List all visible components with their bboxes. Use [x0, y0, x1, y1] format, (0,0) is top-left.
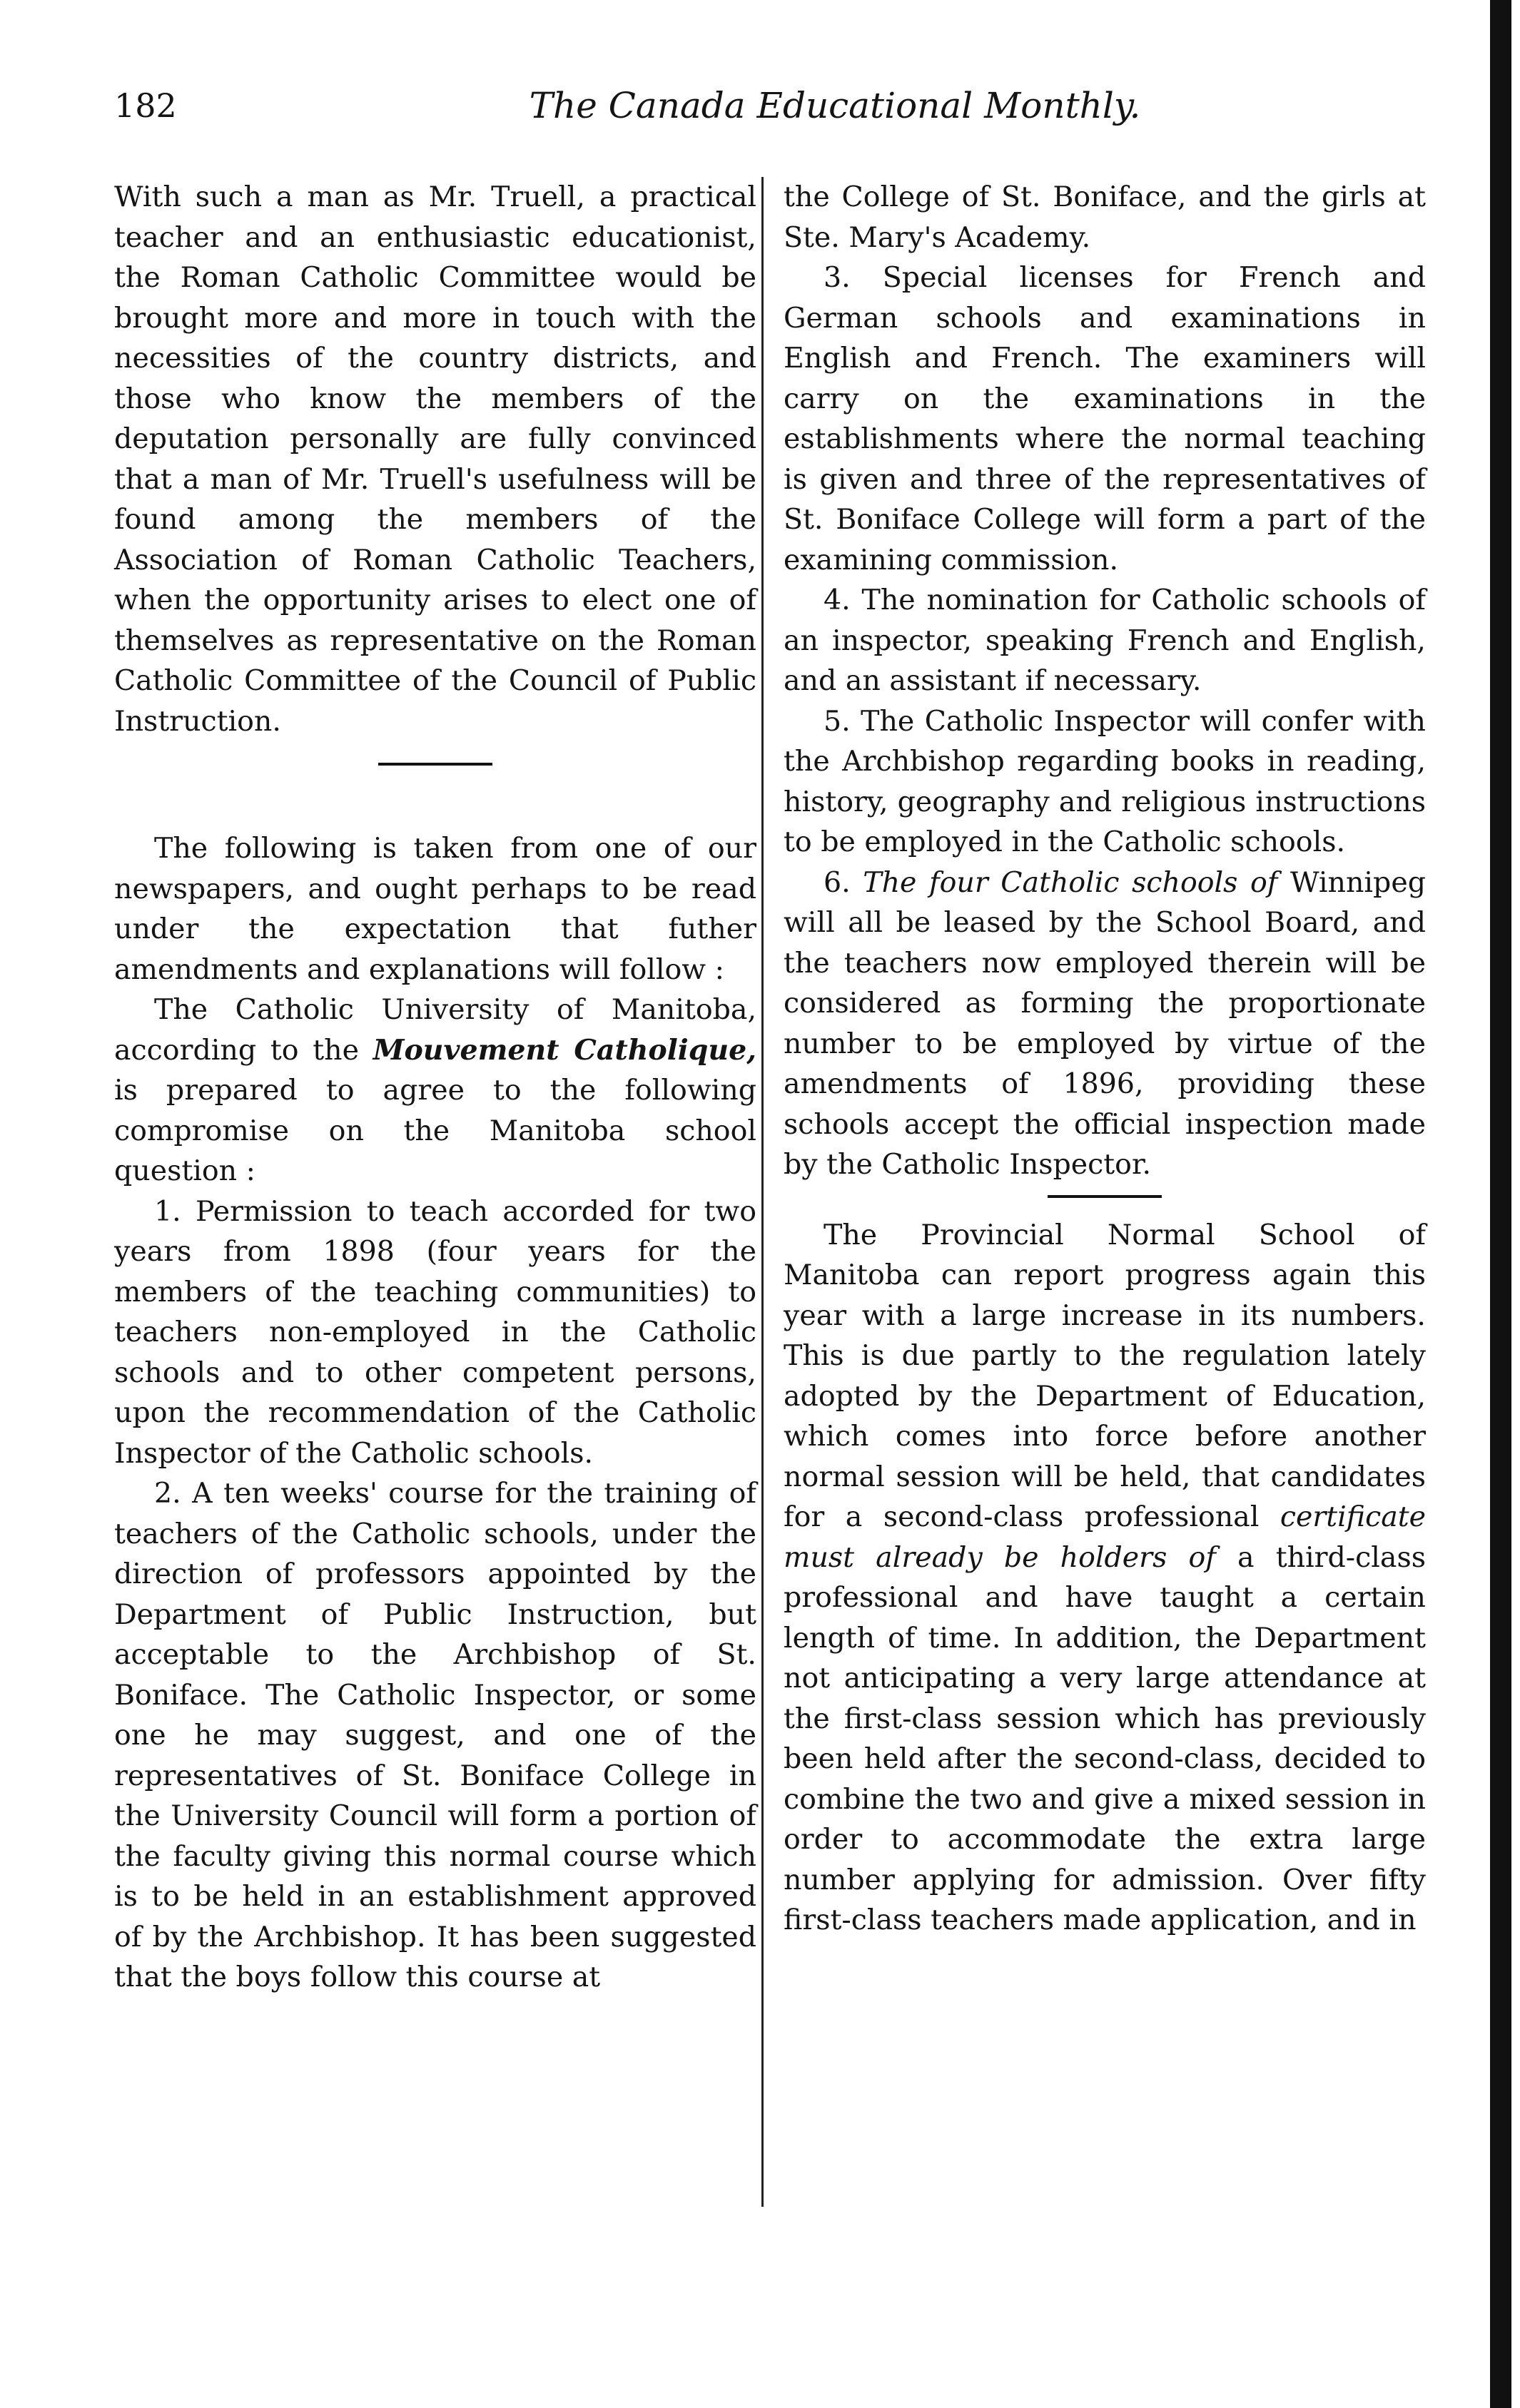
right-column — [784, 177, 1426, 1941]
column-divider — [761, 177, 764, 2207]
paragraph-university — [114, 990, 756, 1192]
page-header — [114, 84, 1438, 141]
left-column — [114, 177, 756, 1998]
university-text-a: The Catholic University of Manitoba, according to the — [114, 993, 756, 1067]
mouvement-catholique-title: Mouvement Catholique, — [373, 1033, 757, 1067]
item-2-continuation: the College of St. Boniface, and the girls at Ste. Mary's Academy. — [784, 181, 1426, 254]
list-item-4: 4. The nomination for Catholic schools of an inspector, speaking French and English, and an assistant if necessary. — [784, 584, 1426, 697]
scan-edge-bar — [1490, 0, 1511, 2408]
university-text-b: is prepared to agree to the following compromise on the Manitoba school question : — [114, 1074, 756, 1187]
item-6-number: 6. — [824, 865, 851, 899]
section-separator — [378, 763, 492, 766]
list-item-6 — [784, 863, 1426, 1185]
normal-school-text-b: a third-class professional and have taught a certain length of time. In addition, the Department not anticipating a very large attendance at the first-class session which has previously been held after the second-class, decided to combine the two and give a mixed session in order to accommodate the extra large number applying for admission. Over fifty first-class teachers made application, and in — [784, 1540, 1426, 1936]
section-separator-right — [1048, 1195, 1162, 1198]
item-6-italic: The four Catholic schools of — [863, 865, 1278, 899]
paragraph-newspaper-intro: The following is taken from one of our newspapers, and ought perhaps to be read under the expectation that futher amendments and explanations will follow : — [114, 832, 756, 986]
page-number: 182 — [114, 86, 177, 125]
paragraph-truell: With such a man as Mr. Truell, a practical teacher and an enthusiastic educationist, the Roman Catholic Committee would be brought more and more in touch with the necessities of the country districts, and those who know the members of the deputation personally are fully convinced that a man of Mr. Truell's usefulness will be found among the members of the Association of Roman Catholic Teachers, when the opportunity arises to elect one of themselves as representative on the Roman Catholic Committee of the Council of Public Instruction. — [114, 181, 756, 738]
list-item-1: 1. Permission to teach accorded for two years from 1898 (four years for the members of the teaching communities) to teachers non-employed in the Catholic schools and to other competent persons, upon the recommendation of the Catholic Inspector of the Catholic schools. — [114, 1194, 756, 1470]
list-item-5: 5. The Catholic Inspector will confer with the Archbishop regarding books in reading, history, geography and religious instructions to be employed in the Catholic schools. — [784, 704, 1426, 858]
item-6-text: Winnipeg will all be leased by the School Board, and the teachers now employed therein will be considered as forming the proportionate number to be employed by virtue of the amendments of 1896, providing these schools accept the official inspection made by the Catholic Inspector. — [784, 865, 1426, 1181]
running-title: The Canada Educational Monthly. — [529, 85, 1141, 126]
list-item-2: 2. A ten weeks' course for the training of teachers of the Catholic schools, under the direction of professors appointed by the Department of Public Instruction, but acceptable to the Archbishop of St. Boniface. The Catholic Inspector, or some one he may suggest, and one of the representatives of St. Boniface College in the University Council will form a portion of the faculty giving this normal course which is to be held in an establishment approved of by the Archbishop. It has been suggested that the boys follow this course at — [114, 1477, 756, 1993]
normal-school-text-a: The Provincial Normal School of Manitoba can report progress again this year with a large increase in its numbers. This is due partly to the regulation lately adopted by the Department of Education, which comes into force before another normal session will be held, that candidates for a second-class professional — [784, 1218, 1426, 1533]
paragraph-normal-school — [784, 1215, 1426, 1941]
list-item-3: 3. Special licenses for French and German schools and examinations in English and French. The examiners will carry on the examinations in the establishments where the normal teaching is given and three of the representatives of St. Boniface College will form a part of the examining commission. — [784, 261, 1426, 576]
normal-school-italic: certificate must already be holders of — [784, 1500, 1426, 1574]
